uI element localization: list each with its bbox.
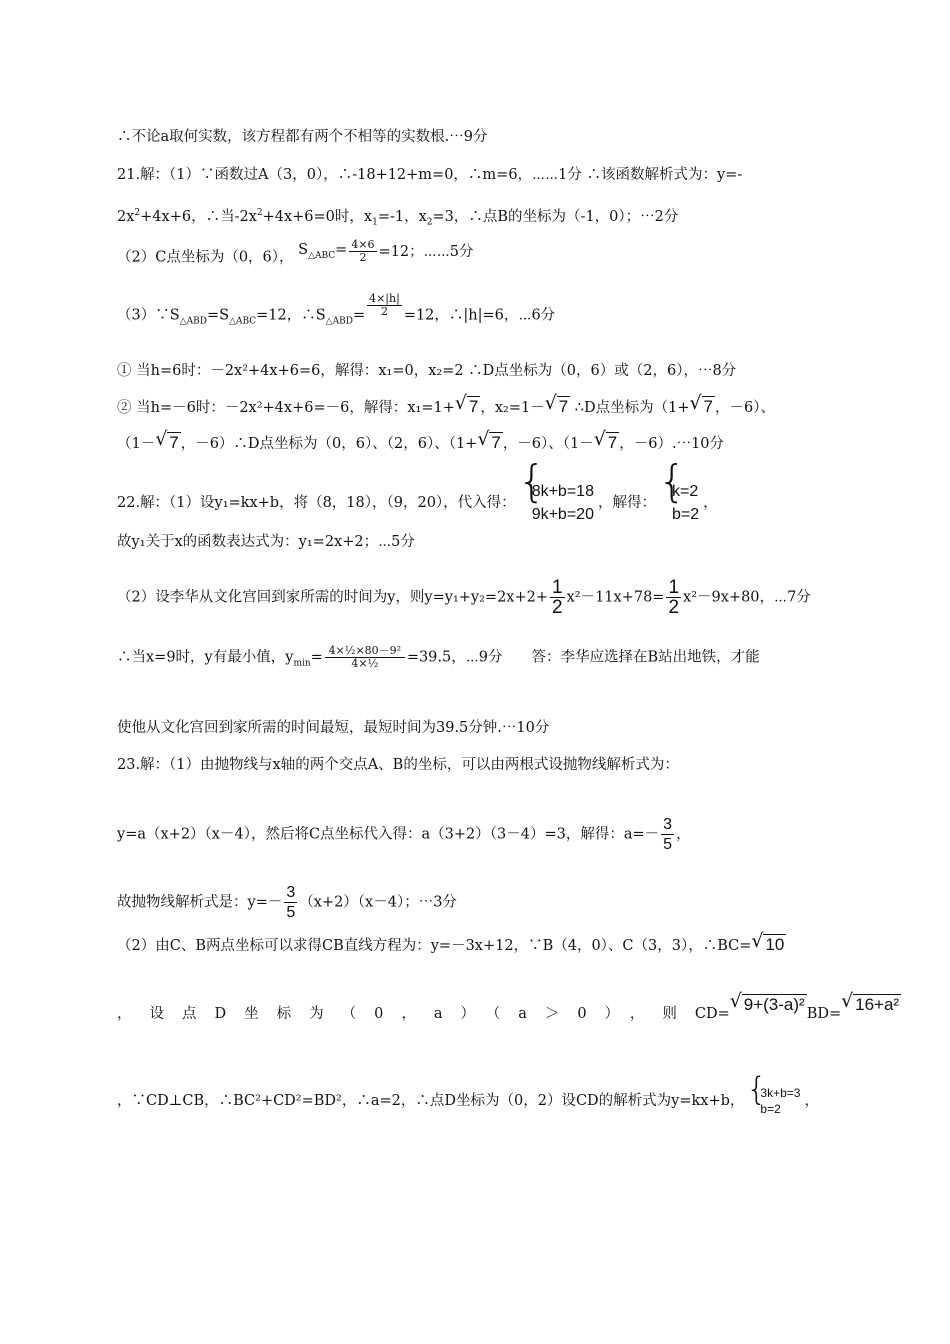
text: 故抛物线解析式是：y=－ — [117, 894, 283, 911]
text: （x+2）（x－4）；⋯3分 — [299, 894, 457, 911]
equation-system — [748, 1085, 800, 1117]
line-21-case1 — [117, 361, 840, 381]
denominator: 2 — [668, 597, 680, 618]
text: +4x+6=0时，x — [262, 208, 373, 225]
text: （2）C点坐标为（0，6）， — [117, 249, 294, 266]
line-21-part1 — [117, 165, 840, 185]
denominator: 4×½ — [351, 657, 379, 670]
text: = — [352, 307, 366, 324]
text: =12，∴S — [256, 307, 326, 324]
text: 22.解：（1）设y₁=kx+b，将（8，18），（9，20），代入得： — [117, 495, 516, 511]
sub: min — [293, 658, 311, 669]
text: =12，∴|h|=6，⋯6分 — [403, 307, 556, 324]
text: =39.5，⋯9分 答：李华应选择在B站出地铁，才能 — [406, 649, 760, 666]
equation: 9k+b=20 — [531, 506, 594, 523]
text: BD= — [806, 1006, 842, 1022]
radicand: 7 — [703, 397, 713, 416]
text: = — [310, 649, 323, 666]
text: ，－6）、（1－ — [502, 436, 594, 452]
radicand: 9+(3-a)² — [743, 995, 805, 1014]
text: ， — [703, 495, 718, 511]
line-22-part3 — [117, 578, 840, 617]
solution-system — [660, 480, 699, 526]
text: ，－6）.⋯10分 — [619, 436, 725, 452]
numerator: 4×|h| — [369, 292, 400, 305]
sqrt — [477, 433, 502, 454]
line-22-part4 — [117, 645, 840, 673]
equation: b=2 — [760, 1102, 781, 1116]
line-23-part5 — [117, 995, 900, 1024]
denominator: 5 — [663, 836, 673, 853]
text: （3）∵S — [117, 307, 180, 324]
text: 23.解：（1）由抛物线与x轴的两个交点A、B的坐标，可以由两根式设抛物线解析式为： — [117, 757, 679, 773]
denominator: 5 — [286, 904, 296, 921]
text: ，∵CD⊥CB，∴BC²+CD²=BD²，∴a=2，∴点D坐标为（0，2）设CD的解析式为y=kx+b， — [117, 1093, 745, 1109]
text: =12；⋯⋯5分 — [378, 243, 474, 260]
fraction — [349, 239, 376, 264]
line-21-case2-cont — [117, 433, 840, 454]
text: ② 当h=－6时：－2x²+4x+6=－6，解得：x₁=1+ — [117, 400, 455, 416]
radicand: 16+a² — [855, 995, 900, 1014]
text: ① 当h=6时：－2x²+4x+6=6，解得：x₁=0，x₂=2 ∴D点坐标为（0，6）或（2，6），⋯8分 — [117, 363, 737, 379]
sub: △ABD — [325, 316, 353, 327]
sqrt — [455, 397, 480, 418]
text: 使他从文化宫回到家所需的时间最短，最短时间为39.5分钟.⋯10分 — [117, 720, 550, 736]
line-23-part1 — [117, 755, 840, 775]
text: （1－ — [117, 436, 156, 452]
equation: { 8k+b=18 — [531, 483, 594, 500]
equation: { k=2 — [671, 483, 699, 500]
area-symbol — [298, 241, 348, 261]
text: ，－6）、 — [714, 400, 775, 416]
line-23-part6 — [117, 1085, 840, 1117]
text: +4x+6，∴当-2x — [140, 208, 257, 225]
numerator: 3 — [663, 816, 673, 833]
text: y=a（x+2）（x－4），然后将C点坐标代入得：a（3+2）（3－4）=3，解得：a=－ — [117, 826, 660, 843]
line-1 — [117, 127, 840, 147]
text: ，设点D坐标为（0，a）（a＞0），则 — [117, 1006, 695, 1022]
fraction-half — [666, 578, 681, 617]
sup: 2 — [134, 208, 141, 218]
text: ∴当x=9时，y有最小值，y — [117, 649, 294, 666]
text: ，x₂=1－ — [480, 400, 545, 416]
text: 2x — [117, 208, 135, 225]
text: 21.解：（1）∵函数过A（3，0），∴-18+12+m=0，∴m=6，⋯⋯1分 ∴该函数解析式为：y=- — [117, 167, 743, 183]
text: ∴不论a取何实数，该方程都有两个不相等的实数根.⋯9分 — [117, 129, 488, 145]
numerator: 4×½×80－9² — [325, 645, 405, 658]
text: = — [335, 241, 348, 258]
denominator: 2 — [380, 305, 388, 318]
radicand: 7 — [607, 433, 618, 452]
sqrt — [751, 935, 786, 956]
text: S — [298, 241, 309, 258]
numerator: 1 — [552, 577, 563, 598]
text: =S — [206, 307, 230, 324]
text: CD= — [694, 1006, 730, 1022]
equation: { 3k+b=3 — [760, 1086, 801, 1100]
sqrt — [594, 433, 619, 454]
radicand: 10 — [765, 935, 785, 954]
radicand: 7 — [169, 433, 179, 452]
text: =-1，x — [377, 208, 427, 225]
sub: △ABC — [308, 250, 336, 261]
sqrt — [730, 995, 807, 1016]
numerator: 4×6 — [351, 238, 375, 251]
text: （2）设李华从文化宫回到家所需的时间为y，则y=y₁+y₂=2x+2+ — [117, 589, 548, 606]
denominator: 2 — [359, 251, 367, 264]
sub: △ABD — [179, 316, 207, 327]
sub: 2 — [426, 217, 433, 228]
text: =3，∴点B的坐标为（-1，0）；⋯2分 — [432, 208, 679, 225]
sub: 1 — [372, 217, 378, 228]
sqrt — [690, 397, 715, 418]
sub: △ABC — [229, 316, 257, 327]
text: （2）由C、B两点坐标可以求得CB直线方程为：y=－3x+12，∵B（4，0）、C（3，3），∴BC= — [117, 938, 752, 954]
sqrt — [841, 995, 901, 1016]
numerator: 3 — [286, 884, 296, 901]
line-21-case2 — [117, 397, 840, 418]
line-22-part5 — [117, 718, 840, 738]
equation-system — [520, 480, 594, 526]
radicand: 7 — [468, 397, 479, 416]
radicand: 7 — [491, 433, 501, 452]
fraction — [284, 883, 297, 922]
line-22-part1 — [117, 480, 840, 526]
text: ， — [676, 826, 691, 843]
text: ，解得： — [597, 495, 656, 511]
line-23-part4 — [117, 935, 840, 956]
sqrt — [545, 397, 570, 418]
denominator: 2 — [552, 597, 563, 618]
sup: 2 — [256, 208, 263, 218]
equation: b=2 — [671, 506, 700, 523]
fraction — [661, 815, 674, 854]
text: ，－6）∴D点坐标为（0，6）、（2，6）、（1+ — [180, 436, 478, 452]
line-22-part2 — [117, 532, 840, 552]
line-23-part3 — [117, 883, 840, 922]
line-21-part2 — [117, 203, 840, 233]
text: ∴D点坐标为（1+ — [570, 400, 690, 416]
line-23-part2 — [117, 815, 840, 854]
numerator: 1 — [668, 577, 680, 598]
fraction — [367, 293, 402, 318]
text: 故y₁关于x的函数表达式为：y₁=2x+2；⋯5分 — [117, 534, 415, 550]
text: x²－9x+80，⋯7分 — [683, 589, 811, 606]
fraction-half — [550, 578, 565, 617]
text: ， — [804, 1093, 819, 1109]
radicand: 7 — [558, 397, 569, 416]
fraction-ymin — [325, 645, 405, 670]
text: x²－11x+78= — [566, 589, 665, 606]
sqrt — [155, 433, 180, 454]
